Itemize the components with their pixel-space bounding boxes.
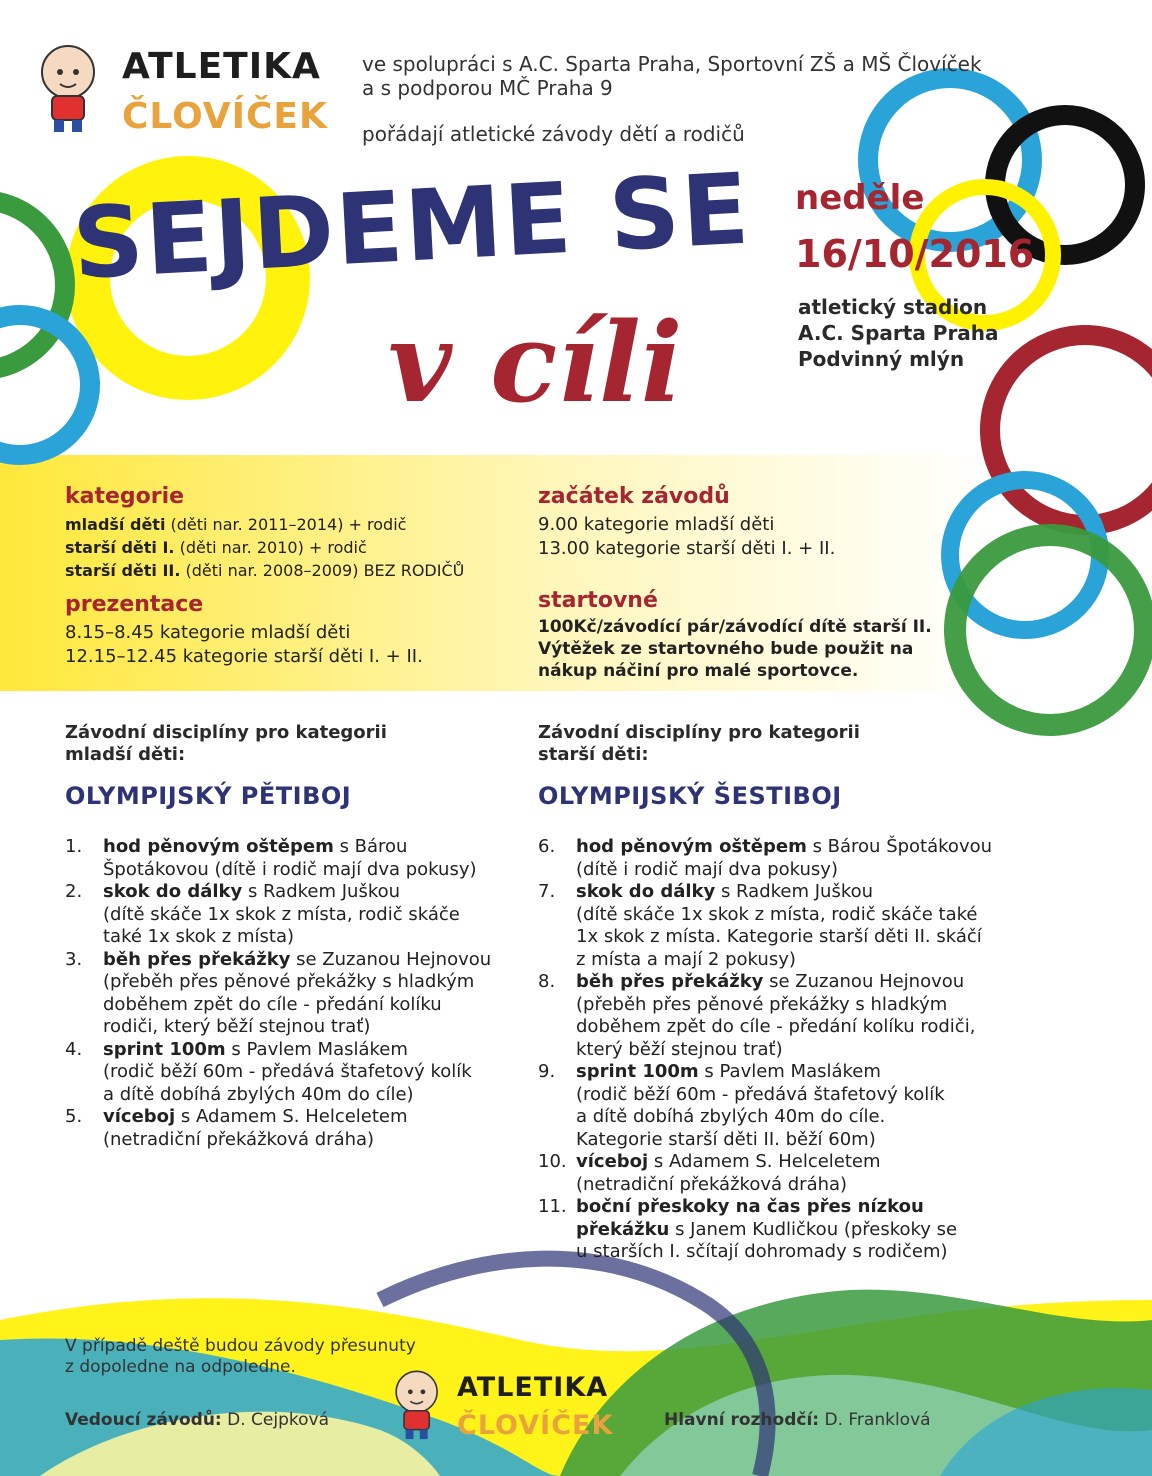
list-item: 6. hod pěnovým oštěpem s Bárou Špotákovou (dítě i rodič mají dva pokusy) [538,836,993,880]
list-item: 8. běh přes překážky se Zuzanou Hejnovou (přeběh přes pěnové překážky s hladkým doběhem zpět do cíle - předání kolíku rodiči, který běží stejnou trať) [538,971,976,1060]
left-disc-intro: mladší děti: [65,744,186,765]
right-disc-heading: OLYMPIJSKÝ ŠESTIBOJ [538,782,842,810]
main-title: SEJDEME SE [70,152,754,302]
kategorie-heading: kategorie [65,484,185,509]
list-item: 3. běh přes překážky se Zuzanou Hejnovou (přeběh přes pěnové překážky s hladkým doběhem zpět do cíle - předání kolíku rodiči, který běží stejnou trať) [65,948,492,1037]
list-item: 2. skok do dálky s Radkem Juškou (dítě skáče 1x skok z místa, rodič skáče také 1x skok z místa) [65,881,460,947]
left-disc-heading: OLYMPIJSKÝ PĚTIBOJ [65,782,352,810]
event-day: neděle [795,178,925,218]
startovne-row: Výtěžek ze startovného bude použit na [538,639,914,659]
left-disc-intro: Závodní disciplíny pro kategorii [65,722,387,743]
list-item: 11. boční přeskoky na čas přes nízkou překážku s Janem Kudličkou (přeskoky se u starších I. sčítají dohromady s rodičem) [538,1196,958,1262]
head-referee: Hlavní rozhodčí: D. Franklová [664,1410,931,1430]
rain-note: V případě deště budou závody přesunuty [65,1336,416,1356]
header-line3: pořádají atletické závody dětí a rodičů [362,122,745,146]
logo-line1: ATLETIKA [122,46,321,87]
venue-line1: atletický stadion [798,295,988,319]
venue-line2: A.C. Sparta Praha [798,321,999,345]
event-date: 16/10/2016 [795,232,1035,276]
zacatek-row: 13.00 kategorie starší děti I. + II. [538,538,836,559]
prezentace-row: 8.15–8.45 kategorie mladší děti [65,622,351,643]
child-mascot-icon [393,1366,445,1446]
logo-bottom [393,1366,633,1466]
list-item: 10. víceboj s Adamem S. Helceletem (netradiční překážková dráha) [538,1151,881,1195]
header-line1: ve spolupráci s A.C. Sparta Praha, Sportovní ZŠ a MŠ Človíček [362,52,982,76]
zacatek-row: 9.00 kategorie mladší děti [538,514,775,535]
kategorie-row: starší děti II. (děti nar. 2008–2009) BEZ RODIČŮ [65,561,465,580]
logo-top [38,40,338,150]
rain-note: z dopoledne na odpoledne. [65,1357,296,1377]
startovne-heading: startovné [538,588,658,613]
list-item: 9. sprint 100m s Pavlem Maslákem (rodič běží 60m - předává štafetový kolík a dítě dobíhá zbylých 40m do cíle. Kategorie starší děti II. běží 60m) [538,1061,945,1150]
race-leader: Vedoucí závodů: D. Cejpková [65,1410,329,1430]
right-disc-intro: Závodní disciplíny pro kategorii [538,722,860,743]
startovne-row: nákup náčiní pro malé sportovce. [538,661,859,681]
prezentace-row: 12.15–12.45 kategorie starší děti I. + II. [65,646,423,667]
list-item: 5. víceboj s Adamem S. Helceletem (netradiční překážková dráha) [65,1106,408,1150]
logo-line2: ČLOVÍČEK [457,1410,614,1441]
header-line2: a s podporou MČ Praha 9 [362,76,613,100]
logo-line2: ČLOVÍČEK [122,96,328,137]
list-item: 1. hod pěnovým oštěpem s Bárou Špotákovou (dítě i rodič mají dva pokusy) [65,836,477,880]
logo-line1: ATLETIKA [457,1372,609,1403]
startovne-row: 100Kč/závodící pár/závodící dítě starší II. [538,617,932,637]
kategorie-row: starší děti I. (děti nar. 2010) + rodič [65,538,367,557]
child-mascot-icon [38,40,104,140]
prezentace-heading: prezentace [65,592,204,617]
venue-line3: Podvinný mlýn [798,347,965,371]
list-item: 4. sprint 100m s Pavlem Maslákem (rodič běží 60m - předává štafetový kolík a dítě dobíhá zbylých 40m do cíle) [65,1038,472,1105]
script-title: v cíli [388,298,683,427]
right-discipline-list [538,836,1018,1264]
zacatek-heading: začátek závodů [538,484,730,509]
kategorie-row: mladší děti (děti nar. 2011–2014) + rodič [65,515,407,534]
right-disc-intro: starší děti: [538,744,649,765]
list-item: 7. skok do dálky s Radkem Juškou (dítě skáče 1x skok z místa, rodič skáče také 1x skok z místa. Kategorie starší děti II. skáčí z místa a mají 2 pokusy) [538,881,982,970]
left-discipline-list [65,836,505,1151]
